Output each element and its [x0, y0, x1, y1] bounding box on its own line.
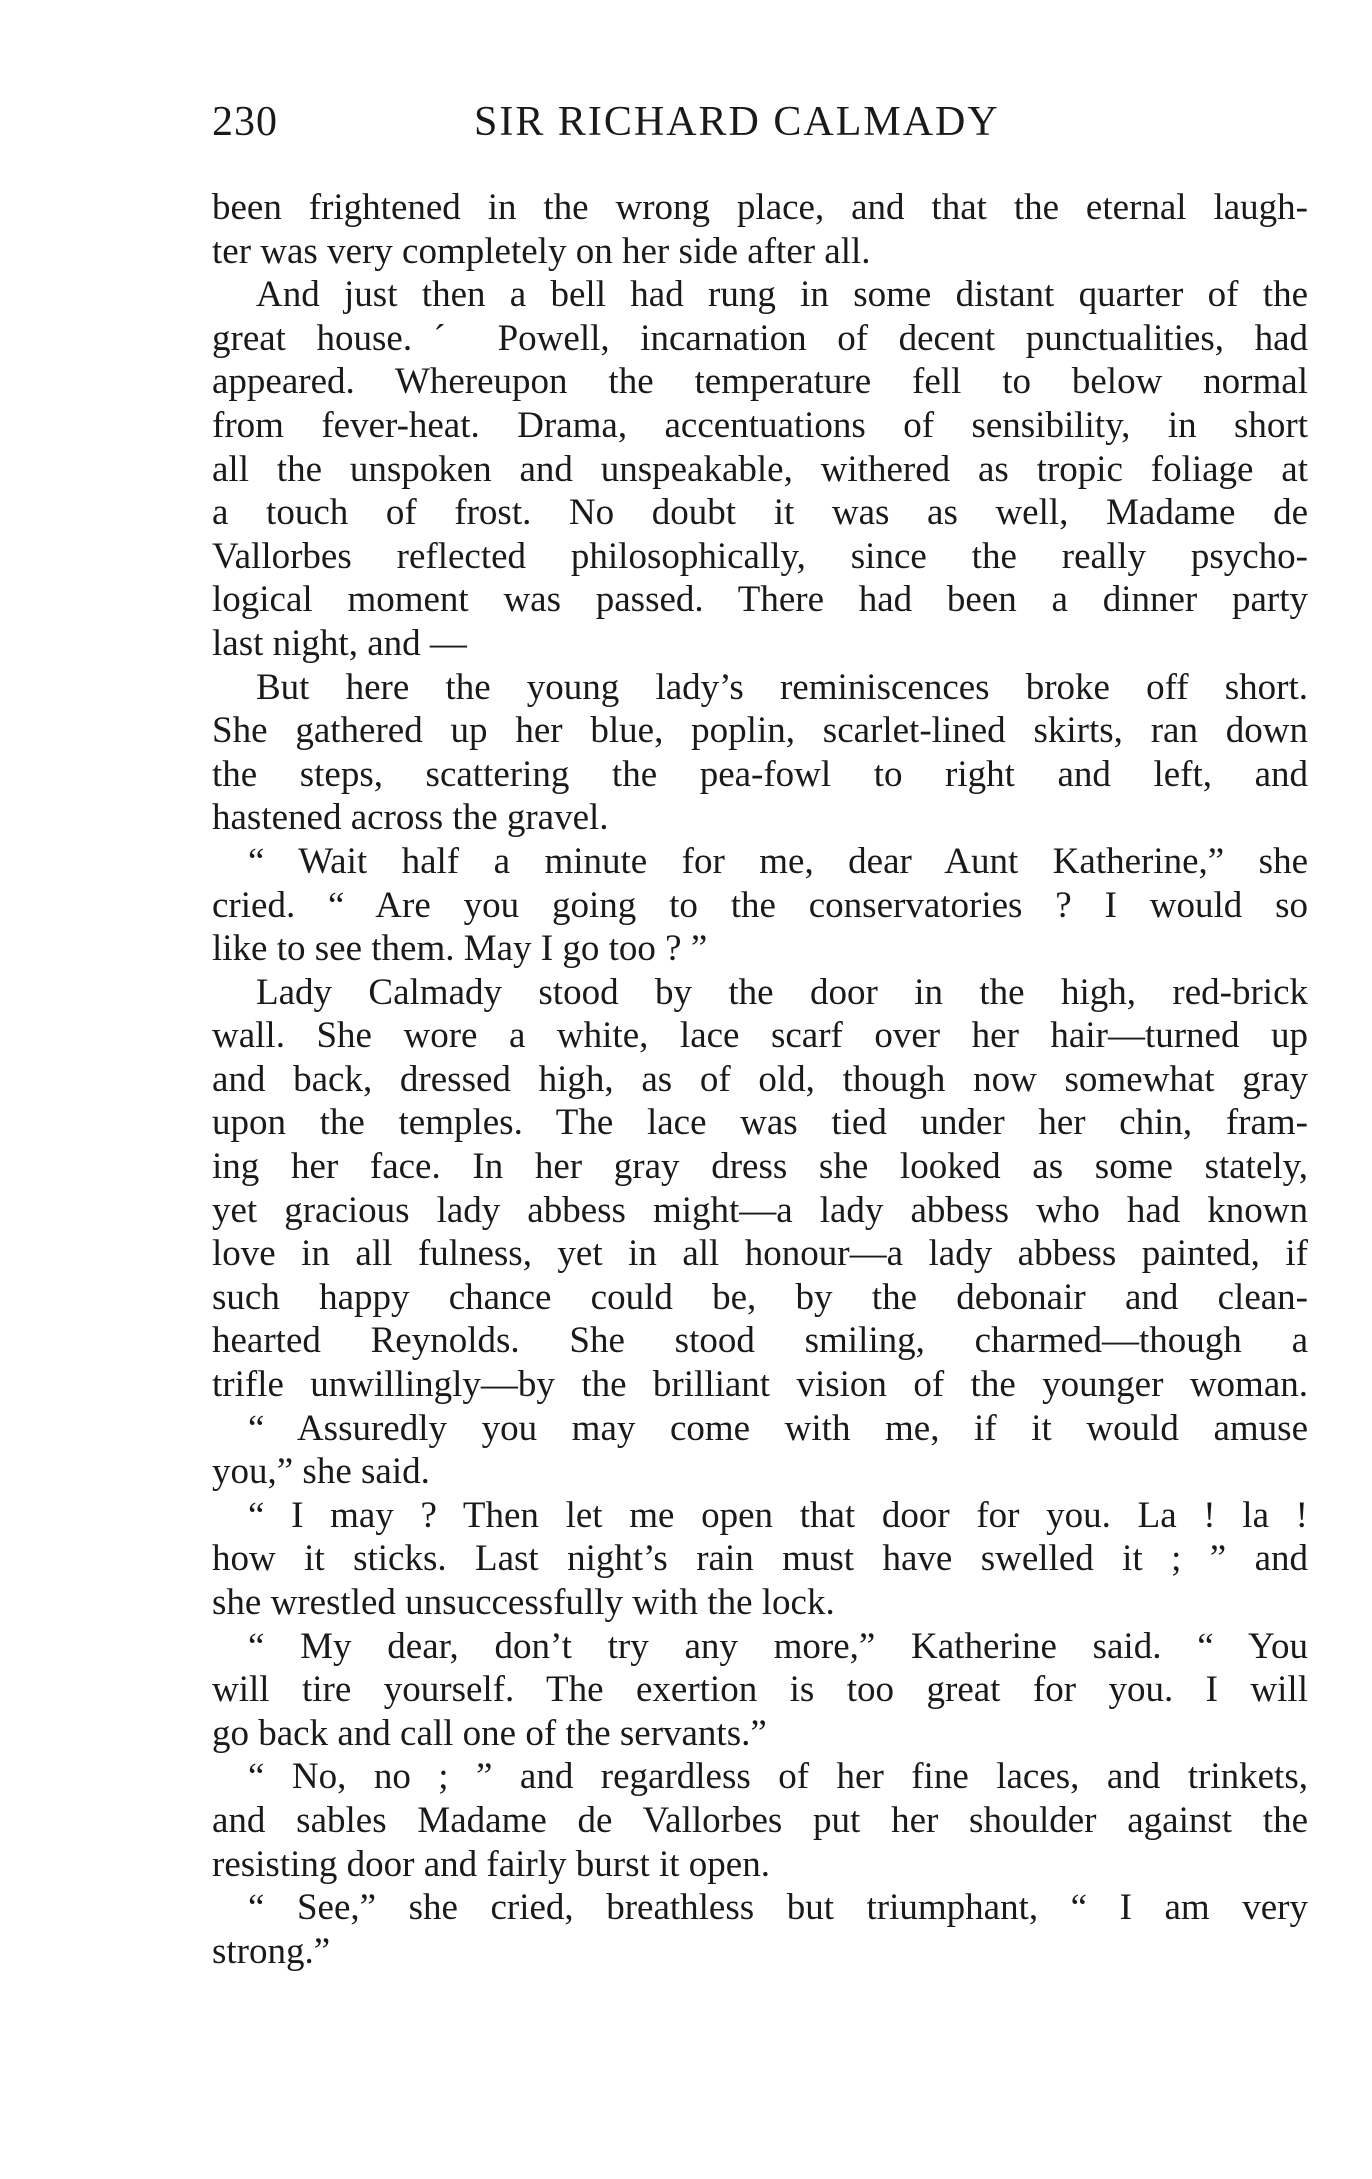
- text-line: will tire yourself. The exertion is too great for you. I will: [212, 1669, 1308, 1711]
- text-line: great house.ˊ Powell, incarnation of decent punctualities, had: [212, 317, 1308, 359]
- text-line: the steps, scattering the pea-fowl to right and left, and: [212, 753, 1308, 795]
- text-line: a touch of frost. No doubt it was as well, Madame de: [212, 492, 1308, 534]
- text-line: hearted Reynolds. She stood smiling, charmed—though a: [212, 1320, 1308, 1362]
- text-line: “ I may ? Then let me open that door for you. La ! la !: [248, 1494, 1308, 1536]
- text-line: yet gracious lady abbess might—a lady abbess who had known: [212, 1189, 1308, 1231]
- text-line: like to see them. May I go too ? ”: [212, 928, 708, 970]
- text-line: you,” she said.: [212, 1451, 430, 1493]
- text-line: last night, and —: [212, 622, 467, 664]
- text-line: “ No, no ; ” and regardless of her fine laces, and trinkets,: [248, 1756, 1308, 1798]
- text-line: “ Assuredly you may come with me, if it would amuse: [248, 1407, 1308, 1449]
- text-line: from fever-heat. Drama, accentuations of sensibility, in short: [212, 404, 1308, 446]
- text-line: she wrestled unsuccessfully with the lock.: [212, 1582, 835, 1623]
- text-line: And just then a bell had rung in some distant quarter of the: [256, 274, 1308, 316]
- text-line: and back, dressed high, as of old, though now somewhat gray: [212, 1058, 1308, 1100]
- text-line: But here the young lady’s reminiscences broke off short.: [256, 666, 1308, 708]
- text-line: “ My dear, don’t try any more,” Katherine said. “ You: [248, 1625, 1308, 1667]
- text-line: Lady Calmady stood by the door in the high, red-brick: [256, 971, 1308, 1013]
- text-line: “ See,” she cried, breathless but triumphant, “ I am very: [248, 1887, 1308, 1929]
- text-line: Vallorbes reflected philosophically, since the really psycho-: [212, 535, 1308, 577]
- text-line: ter was very completely on her side after all.: [212, 230, 871, 272]
- text-line: ing her face. In her gray dress she looked as some stately,: [212, 1146, 1308, 1188]
- text-line: logical moment was passed. There had been a dinner party: [212, 579, 1308, 621]
- running-title: SIR RICHARD CALMADY: [474, 99, 1000, 145]
- body-text: [212, 186, 1308, 1973]
- page-number: 230: [212, 99, 278, 145]
- text-line: go back and call one of the servants.”: [212, 1712, 767, 1754]
- text-line: love in all fulness, yet in all honour—a lady abbess painted, if: [212, 1233, 1308, 1275]
- text-line: all the unspoken and unspeakable, withered as tropic foliage at: [212, 448, 1308, 490]
- text-line: cried. “ Are you going to the conservatories ? I would so: [212, 884, 1308, 926]
- text-line: appeared. Whereupon the temperature fell to below normal: [212, 361, 1308, 403]
- text-line: and sables Madame de Vallorbes put her shoulder against the: [212, 1799, 1308, 1841]
- text-line: trifle unwillingly—by the brilliant vision of the younger woman.: [212, 1364, 1308, 1406]
- page-header: [212, 98, 1312, 158]
- text-line: how it sticks. Last night’s rain must have swelled it ; ” and: [212, 1538, 1308, 1580]
- text-line: been frightened in the wrong place, and that the eternal laugh-: [212, 187, 1308, 228]
- text-line: hastened across the gravel.: [212, 797, 609, 839]
- text-line: wall. She wore a white, lace scarf over her hair—turned up: [212, 1015, 1308, 1057]
- text-line: upon the temples. The lace was tied under her chin, fram-: [212, 1102, 1308, 1144]
- text-line: resisting door and fairly burst it open.: [212, 1843, 770, 1885]
- text-line: strong.”: [212, 1930, 331, 1972]
- text-line: “ Wait half a minute for me, dear Aunt Katherine,” she: [248, 840, 1308, 882]
- text-line: such happy chance could be, by the debonair and clean-: [212, 1276, 1308, 1318]
- text-line: She gathered up her blue, poplin, scarlet-lined skirts, ran down: [212, 710, 1308, 752]
